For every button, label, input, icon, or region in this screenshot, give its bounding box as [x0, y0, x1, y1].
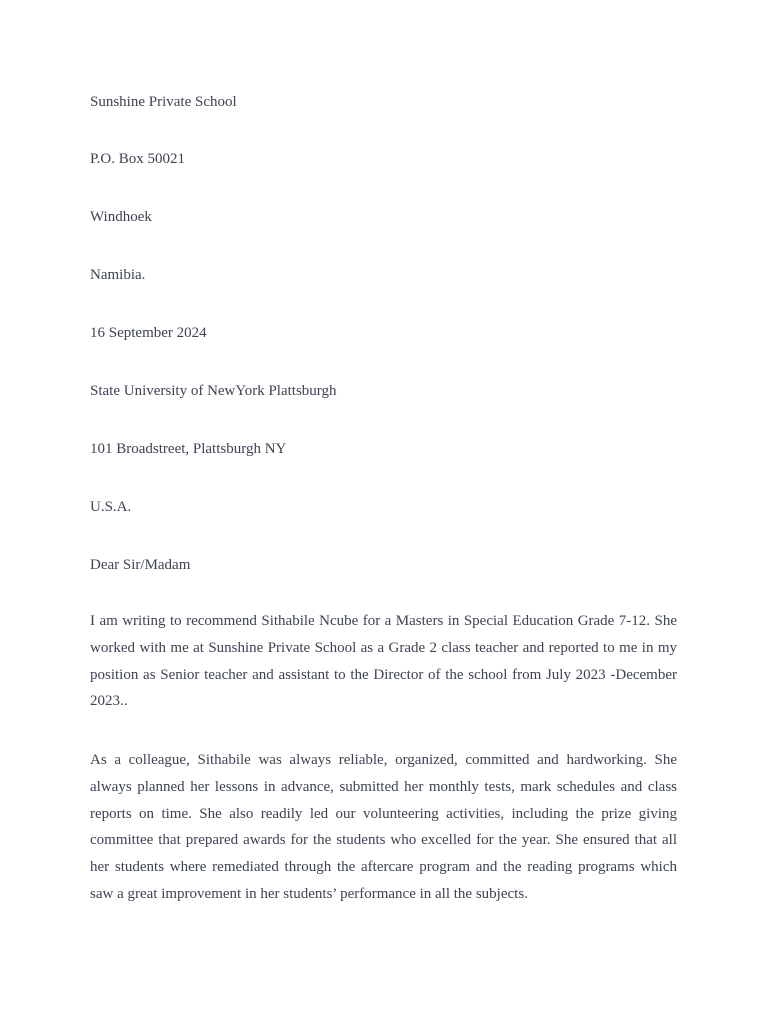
- sender-po-box: P.O. Box 50021: [90, 151, 186, 167]
- sender-country: Namibia.: [90, 267, 146, 283]
- letter-date: 16 September 2024: [90, 325, 207, 341]
- recipient-address: 101 Broadstreet, Plattsburgh NY: [90, 441, 287, 457]
- sender-city: Windhoek: [90, 209, 152, 225]
- sender-name: Sunshine Private School: [90, 94, 237, 110]
- recipient-country: U.S.A.: [90, 499, 132, 515]
- body-paragraph: I am writing to recommend Sithabile Ncube for a Masters in Special Education Grade 7-12. She worked with me at Sunshine Private School as a Grade 2 class teacher and reported to me in my position as Senior teacher and assistant to the Director of the school from July 2023 -December 2023..: [90, 613, 677, 710]
- salutation: Dear Sir/Madam: [90, 557, 191, 573]
- recipient-name: State University of NewYork Plattsburgh: [90, 383, 337, 399]
- body-paragraph: As a colleague, Sithabile was always reliable, organized, committed and hardworking. She always planned her lessons in advance, submitted her monthly tests, mark schedules and class reports on time. She also readily led our volunteering activities, including the prize giving committee that prepared awards for the students who excelled for the year. She ensured that all her students where remediated through the aftercare program and the reading programs which saw a great improvement in her students’ performance in all the subjects.: [90, 752, 677, 902]
